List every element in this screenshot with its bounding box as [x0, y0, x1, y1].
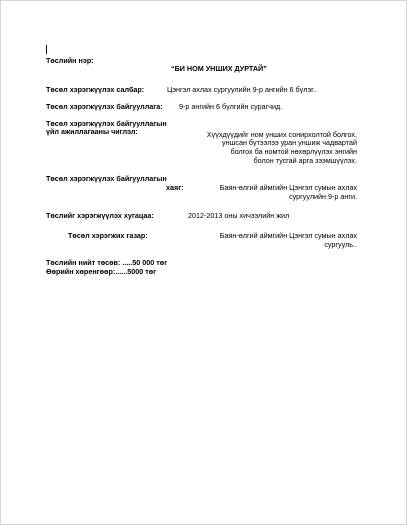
branch-value: Цэнгэл ахлах сургуулийн 9-р ангийн 6 бүлэг..	[167, 85, 317, 94]
place-value-line2: сургууль..	[324, 240, 357, 249]
address-label-line2: хаяг:	[166, 183, 184, 192]
direction-value-line2: уншсан бүтээлээ уран уншиж чадвартай	[222, 138, 357, 147]
project-title: “БИ НОМ УНШИХ ДУРТАЙ”	[171, 64, 267, 73]
branch-label: Төсөл хэрэгжүүлэх салбар:	[46, 85, 145, 94]
address-value-line2: сургуулийн 9-р анги.	[289, 192, 357, 201]
total-cost: Төслийн нийт төсөв: .....50 000 төг	[46, 258, 168, 267]
direction-label-line1: Төсөл хэрэгжүүлэх байгууллагын	[46, 119, 167, 128]
text-cursor[interactable]	[46, 45, 47, 54]
direction-value-line3: болгох ба номтой нөхөрлүүлэх энгийн	[230, 147, 357, 156]
direction-value-line1: Хүүхдүүдийг ном унших сонирхолтой болгох,	[206, 130, 357, 139]
own-funds: Өөрийн хөренгөөр:......5000 төг	[46, 267, 157, 276]
project-name-label: Төслийн нэр:	[46, 56, 94, 65]
duration-value: 2012-2013 оны хичээлийн жил	[188, 211, 290, 220]
address-label-line1: Төсөл хэрэгжүүлэх байгууллагын	[46, 174, 167, 183]
direction-value-line4: болон тусгай арга зээмшүүлэх.	[253, 156, 357, 165]
direction-label-line2: үйл ажиллагааны чиглэл:	[46, 127, 138, 136]
duration-label: Төслийг хэрэгжүүлэх хугацаа:	[46, 211, 154, 220]
address-value-line1: Баян-өлгий аймгийн Цэнгэл сумын ахлах	[219, 183, 357, 192]
org-value: 9-р ангийн 6 бүлгийн сурагчид.	[179, 102, 283, 111]
place-label: Төсөл хэрэгжих газар:	[68, 231, 148, 240]
place-value-line1: Баян-өлгий аймгийн Цэнгэл сумын ахлах	[219, 231, 357, 240]
org-label: Төсөл хэрэгжүүлэх байгууллага:	[46, 102, 163, 111]
